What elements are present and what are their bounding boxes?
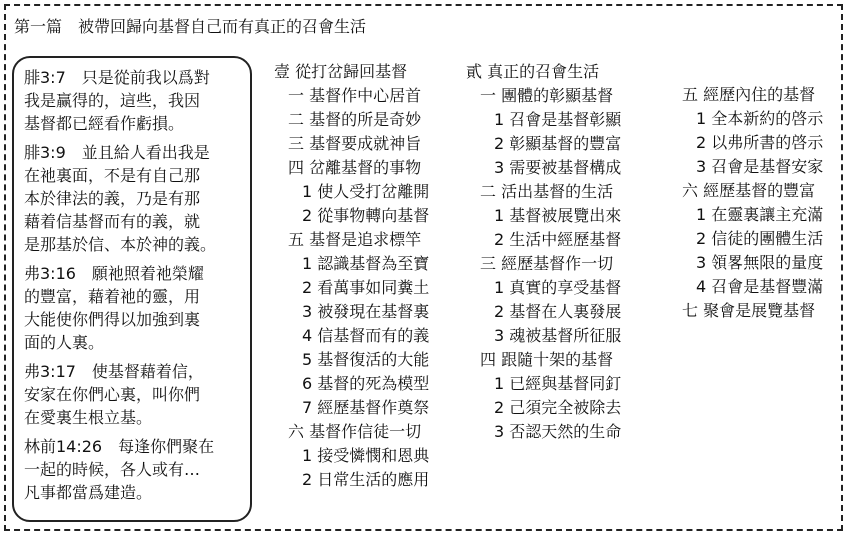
outline-item: 五 基督是追求標竿: [288, 230, 422, 249]
outline-item: 1 使人受打岔離開: [302, 182, 430, 201]
verse-line: 面的人裏。: [24, 333, 105, 352]
outline-item: 1 在靈裏讓主充滿: [696, 205, 824, 224]
outline-item: 2 生活中經歷基督: [494, 230, 622, 249]
outline-item: 2 看萬事如同糞土: [302, 278, 430, 297]
outline-item: 2 己須完全被除去: [494, 398, 622, 417]
page-title: 第一篇 被帶回歸向基督自己而有真正的召會生活: [14, 17, 367, 36]
verse-block: [24, 141, 250, 256]
outline-item: 3 否認天然的生命: [494, 422, 622, 441]
outline-item: 六 基督作信徒一切: [288, 422, 422, 441]
verse-block: [24, 435, 250, 504]
outline-item: 一 基督作中心居首: [288, 86, 422, 105]
verse-line: 弗3:17 使基督藉着信，: [24, 362, 204, 381]
outline-item: 二 基督的所是奇妙: [288, 110, 422, 129]
outline-item: 2 以弗所書的啓示: [696, 133, 824, 152]
verse-line: 我是赢得的，這些，我因: [24, 91, 201, 110]
outline-item: 1 真實的享受基督: [494, 278, 622, 297]
verse-line: 一起的時候，各人或有…: [24, 460, 201, 479]
outline-item: 6 基督的死為模型: [302, 374, 430, 393]
outline-item: 2 信徒的團體生活: [696, 229, 824, 248]
outline-item: 六 經歷基督的豐富: [682, 181, 816, 200]
outline-item: 四 岔離基督的事物: [288, 158, 422, 177]
outline-item: 壹 從打岔歸回基督: [274, 62, 408, 81]
outline-item: 2 基督在人裏發展: [494, 302, 622, 321]
verse-line: 在愛裏生根立基。: [24, 408, 153, 427]
verse-line: 藉着信基督而有的義，就: [24, 212, 201, 231]
outline-column-1: [274, 60, 429, 492]
outline-item: 3 領畧無限的量度: [696, 253, 824, 272]
verse-line: 安家在你們心裏，叫你們: [24, 385, 201, 404]
outline-item: 1 基督被展覽出來: [494, 206, 622, 225]
verse-block: [24, 262, 250, 354]
outline-item: 二 活出基督的生活: [480, 182, 614, 201]
verse-line: 本於律法的義，乃是有那: [24, 189, 201, 208]
outline-item: 5 基督復活的大能: [302, 350, 430, 369]
outline-item: 一 團體的彰顯基督: [480, 86, 614, 105]
outline-item: 三 經歷基督作一切: [480, 254, 614, 273]
verse-line: 基督都已經看作虧損。: [24, 114, 185, 133]
outline-item: 4 信基督而有的義: [302, 326, 430, 345]
outline-item: 四 跟隨十架的基督: [480, 350, 614, 369]
outline-item: 2 彰顯基督的豐富: [494, 134, 622, 153]
outline-column-2: [466, 60, 621, 444]
outline-item: 1 認識基督為至寶: [302, 254, 430, 273]
outline-item: 1 接受憐憫和恩典: [302, 446, 430, 465]
outline-item: 2 日常生活的應用: [302, 470, 430, 489]
outline-item: 1 已經與基督同釘: [494, 374, 622, 393]
verse-block: [24, 66, 250, 135]
verse-line: 大能使你們得以加強到裏: [24, 310, 201, 329]
outline-item: 七 聚會是展覽基督: [682, 301, 816, 320]
outline-item: 2 從事物轉向基督: [302, 206, 430, 225]
outline-column-3: [682, 83, 823, 323]
verse-box: [12, 56, 252, 522]
verse-line: 弗3:16 願祂照着祂榮耀: [24, 264, 204, 283]
outline-item: 貳 真正的召會生活: [466, 62, 600, 81]
verse-line: 的豐富，藉着祂的靈，用: [24, 287, 201, 306]
outline-item: 3 被發現在基督裏: [302, 302, 430, 321]
verse-line: 腓3:7 只是從前我以爲對: [24, 68, 210, 87]
verse-line: 是那基於信、本於神的義。: [24, 235, 217, 254]
outline-item: 三 基督要成就神旨: [288, 134, 422, 153]
verse-block: [24, 360, 250, 429]
verse-line: 林前14:26 每逢你們聚在: [24, 437, 215, 456]
outline-item: 4 召會是基督豐滿: [696, 277, 824, 296]
verse-line: 在祂裏面，不是有自己那: [24, 166, 201, 185]
outline-item: 3 需要被基督構成: [494, 158, 622, 177]
outline-item: 1 全本新約的啓示: [696, 109, 824, 128]
outline-item: 7 經歷基督作奠祭: [302, 398, 430, 417]
verse-line: 凡事都當爲建造。: [24, 483, 153, 502]
outline-item: 五 經歷內住的基督: [682, 85, 816, 104]
outline-item: 3 召會是基督安家: [696, 157, 824, 176]
outline-item: 3 魂被基督所征服: [494, 326, 622, 345]
verse-line: 腓3:9 並且給人看出我是: [24, 143, 210, 162]
outline-item: 1 召會是基督彰顯: [494, 110, 622, 129]
